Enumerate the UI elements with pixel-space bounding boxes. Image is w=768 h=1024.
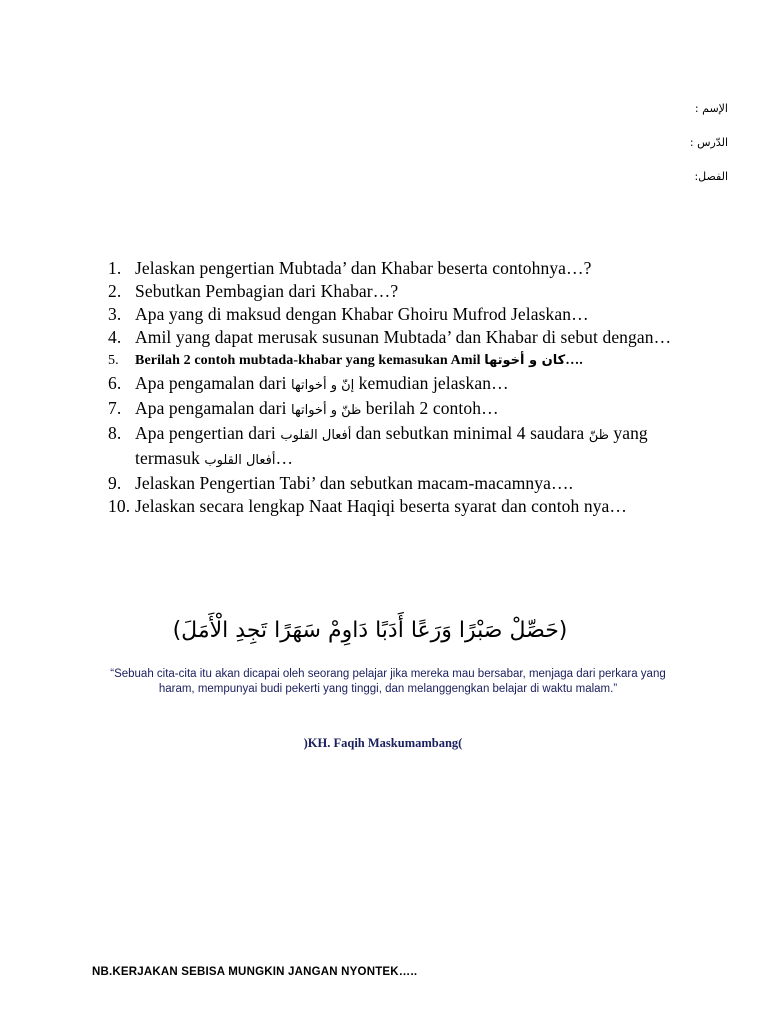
footer-note: NB.KERJAKAN SEBISA MUNGKIN JANGAN NYONTEK….. <box>92 966 418 978</box>
name-field-label: : الإسم <box>694 102 728 115</box>
question-item <box>108 257 688 280</box>
question-number: 10. <box>108 496 131 516</box>
question-text: Jelaskan secara lengkap Naat Haqiqi beserta syarat dan contoh nya… <box>135 496 628 516</box>
question-text: Amil yang dapat merusak susunan Mubtada’ dan Khabar di sebut dengan… <box>135 327 672 347</box>
proverb-translation: “Sebuah cita-cita itu akan dicapai oleh seorang pelajar jika mereka mau bersabar, menjaga dari perkara yang haram, mempunyai budi pekerti yang tinggi, dan melanggengkan belajar di waktu malam.” <box>110 668 666 695</box>
question-number: 3. <box>108 304 122 324</box>
question-item <box>108 422 688 472</box>
question-item <box>108 349 688 372</box>
question-text: Sebutkan Pembagian dari Khabar…? <box>135 281 399 301</box>
arabic-term: ظنّ <box>588 428 609 443</box>
question-text: Berilah 2 contoh mubtada-khabar yang kemasukan Amil كان و أخوتها…. <box>135 353 583 368</box>
question-item <box>108 280 688 303</box>
question-item <box>108 472 688 495</box>
question-item <box>108 397 688 422</box>
question-text: Jelaskan Pengertian Tabi’ dan sebutkan macam-macamnya…. <box>135 473 574 493</box>
class-field-label: :الفصل <box>694 170 728 183</box>
question-number: 6. <box>108 373 122 393</box>
question-number: 2. <box>108 281 122 301</box>
lesson-field-label: : الدّرس <box>689 136 728 149</box>
arabic-term: إنّ و أخواتها <box>291 378 355 393</box>
arabic-term: أفعال القلوب <box>204 453 276 468</box>
question-item <box>108 372 688 397</box>
question-list <box>108 257 688 518</box>
student-info-fields <box>528 100 728 202</box>
quote-author: )KH. Faqih Maskumambang( <box>303 736 463 750</box>
question-item <box>108 303 688 326</box>
arabic-term: ظنّ و أخواتها <box>291 403 362 418</box>
question-number: 8. <box>108 423 122 443</box>
arabic-term: أفعال القلوب <box>280 428 352 443</box>
question-text: Jelaskan pengertian Mubtada’ dan Khabar beserta contohnya…? <box>135 258 592 278</box>
question-item <box>108 495 688 518</box>
question-number: 7. <box>108 398 122 418</box>
question-text: Apa pengertian dari أفعال القلوب dan sebutkan minimal 4 saudara ظنّ yang termasuk أفعال القلوب… <box>135 423 648 468</box>
arabic-proverb: (حَصِّلْ صَبْرًا وَرَعًا أَدَبًا دَاوِمْ سَهَرًا تَجِدِ الْأَمَلَ) <box>172 618 568 643</box>
question-item <box>108 326 688 349</box>
question-number: 5. <box>108 353 119 368</box>
question-number: 4. <box>108 327 122 347</box>
question-text: Apa pengamalan dari ظنّ و أخواتها berilah 2 contoh… <box>135 398 499 418</box>
question-text: Apa pengamalan dari إنّ و أخواتها kemudian jelaskan… <box>135 373 509 393</box>
question-number: 1. <box>108 258 122 278</box>
arabic-term: كان و أخوتها <box>484 353 566 368</box>
question-number: 9. <box>108 473 122 493</box>
question-text: Apa yang di maksud dengan Khabar Ghoiru Mufrod Jelaskan… <box>135 304 589 324</box>
